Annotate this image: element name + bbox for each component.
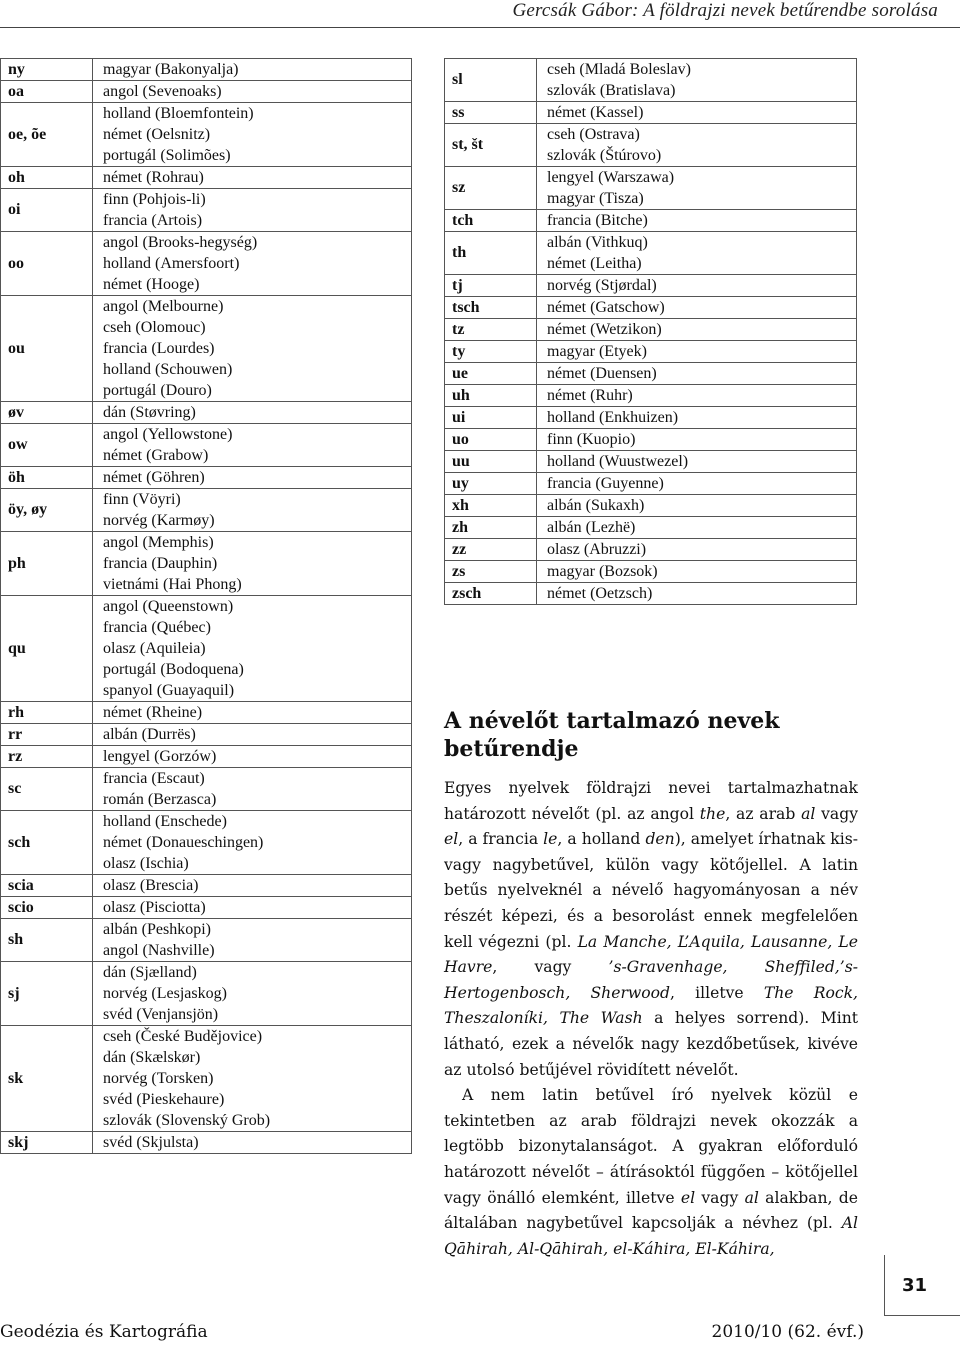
language-examples (93, 1132, 412, 1154)
language-example: francia (Artois) (103, 212, 203, 229)
letter-combination: ty (445, 341, 537, 363)
table-row (445, 297, 857, 319)
letter-combination: rr (1, 724, 93, 746)
language-example: szlovák (Slovenský Grob) (103, 1112, 271, 1129)
language-examples (93, 919, 412, 962)
letter-combination: tj (445, 275, 537, 297)
language-examples (93, 1026, 412, 1132)
language-example: román (Berzasca) (103, 791, 217, 808)
language-example: finn (Vöyri) (103, 491, 181, 508)
letter-combination: tsch (445, 297, 537, 319)
letter-combination: uu (445, 451, 537, 473)
table-row (445, 102, 857, 124)
language-examples (537, 124, 857, 167)
letter-combination: sl (445, 59, 537, 102)
table-row (445, 561, 857, 583)
letter-combination: tz (445, 319, 537, 341)
language-example: francia (Dauphin) (103, 555, 218, 572)
language-example: holland (Wuustwezel) (547, 453, 689, 470)
language-example: magyar (Bozsok) (547, 563, 658, 580)
letter-combination: tch (445, 210, 537, 232)
letter-combination: öy, øy (1, 489, 93, 532)
table-row (1, 189, 412, 232)
table-row (1, 768, 412, 811)
section-body (444, 776, 858, 1262)
table-row (1, 296, 412, 402)
language-example: angol (Brooks-hegység) (103, 234, 258, 251)
table-row (1, 897, 412, 919)
language-example: dán (Støvring) (103, 404, 196, 421)
language-example: olasz (Ischia) (103, 855, 189, 872)
table-row (445, 59, 857, 102)
language-example: finn (Kuopio) (547, 431, 636, 448)
language-examples (537, 341, 857, 363)
language-example: olasz (Brescia) (103, 877, 199, 894)
language-example: magyar (Etyek) (547, 343, 647, 360)
table-row (445, 363, 857, 385)
language-examples (93, 81, 412, 103)
footer-issue: 2010/10 (62. évf.) (711, 1322, 864, 1342)
language-example: angol (Queenstown) (103, 598, 234, 615)
language-examples (537, 517, 857, 539)
language-examples (537, 473, 857, 495)
language-example: német (Gatschow) (547, 299, 665, 316)
language-example: holland (Schouwen) (103, 361, 233, 378)
language-example: portugál (Solimões) (103, 147, 231, 164)
language-example: francia (Escaut) (103, 770, 205, 787)
language-example: angol (Nashville) (103, 942, 215, 959)
letter-combination: ou (1, 296, 93, 402)
letter-combination: skj (1, 1132, 93, 1154)
table-row (1, 402, 412, 424)
language-examples (93, 596, 412, 702)
letter-combination: oe, õe (1, 103, 93, 167)
language-example: cseh (Ostrava) (547, 126, 640, 143)
language-example: svéd (Pieskehaure) (103, 1091, 225, 1108)
language-example: portugál (Bodoquena) (103, 661, 244, 678)
table-row (1, 596, 412, 702)
language-example: német (Oelsnitz) (103, 126, 211, 143)
language-examples (93, 489, 412, 532)
language-example: cseh (Olomouc) (103, 319, 206, 336)
language-example: albán (Peshkopi) (103, 921, 211, 938)
footer-journal: Geodézia és Kartográfia (0, 1322, 208, 1342)
language-examples (537, 59, 857, 102)
language-example: cseh (České Budějovice) (103, 1028, 263, 1045)
language-example: portugál (Douro) (103, 382, 212, 399)
header-rule (0, 27, 960, 28)
table-row (445, 407, 857, 429)
letter-combination: qu (1, 596, 93, 702)
language-examples (93, 424, 412, 467)
language-examples (537, 451, 857, 473)
language-example: magyar (Tisza) (547, 190, 644, 207)
language-example: német (Leitha) (547, 255, 642, 272)
table-row (445, 583, 857, 605)
language-examples (93, 103, 412, 167)
letter-combination: sj (1, 962, 93, 1026)
language-examples (93, 532, 412, 596)
language-examples (537, 232, 857, 275)
letter-combination: oh (1, 167, 93, 189)
letter-combination: oi (1, 189, 93, 232)
page-number: 31 (902, 1275, 928, 1296)
language-example: német (Ruhr) (547, 387, 633, 404)
table-row (1, 746, 412, 768)
letter-combination: rz (1, 746, 93, 768)
table-row (1, 489, 412, 532)
table-row (1, 962, 412, 1026)
table-row (445, 167, 857, 210)
letter-combination: ph (1, 532, 93, 596)
letter-combination: øv (1, 402, 93, 424)
letter-combination: ss (445, 102, 537, 124)
language-example: német (Wetzikon) (547, 321, 662, 338)
table-row (445, 473, 857, 495)
language-examples (537, 539, 857, 561)
language-example: német (Göhren) (103, 469, 205, 486)
language-example: norvég (Stjørdal) (547, 277, 657, 294)
table-row (445, 517, 857, 539)
language-examples (537, 385, 857, 407)
letter-combination: zz (445, 539, 537, 561)
language-examples (93, 59, 412, 81)
language-example: lengyel (Warszawa) (547, 169, 675, 186)
language-examples (93, 897, 412, 919)
letter-combination: ui (445, 407, 537, 429)
language-example: svéd (Venjansjön) (103, 1006, 219, 1023)
language-examples (93, 811, 412, 875)
language-example: spanyol (Guayaquil) (103, 682, 235, 699)
language-example: német (Kassel) (547, 104, 644, 121)
language-example: norvég (Lesjaskog) (103, 985, 227, 1002)
language-examples (93, 167, 412, 189)
language-example: angol (Sevenoaks) (103, 83, 222, 100)
language-example: olasz (Aquileia) (103, 640, 206, 657)
language-example: német (Rohrau) (103, 169, 204, 186)
language-examples (537, 167, 857, 210)
language-example: olasz (Pisciotta) (103, 899, 206, 916)
letter-combination: sc (1, 768, 93, 811)
language-examples (537, 495, 857, 517)
language-example: holland (Enkhuizen) (547, 409, 679, 426)
language-example: szlovák (Štúrovo) (547, 147, 662, 164)
language-examples (93, 768, 412, 811)
paragraph-2: A nem latin betűvel író nyelvek közül e tekintetben az arab földrajzi nevek okozzák a legtöbb bizonytalanságot. A gyakran előforduló határozott névelőt – átírásoktól függően – kötőjellel vagy önálló elemként, illetve el vagy al alakban, de általában nagybetűvel kapcsolják a névhez (pl. Al Qāhirah, Al-Qāhirah, el-Káhira, El-Káhira, (444, 1086, 858, 1258)
letter-combination: zsch (445, 583, 537, 605)
letter-combination: th (445, 232, 537, 275)
table-row (1, 467, 412, 489)
language-example: német (Duensen) (547, 365, 657, 382)
table-row (1, 424, 412, 467)
language-example: albán (Durrës) (103, 726, 196, 743)
table-row (445, 341, 857, 363)
language-example: magyar (Bakonyalja) (103, 61, 239, 78)
language-example: francia (Bitche) (547, 212, 648, 229)
table-row (1, 724, 412, 746)
letter-combination: ue (445, 363, 537, 385)
language-example: szlovák (Bratislava) (547, 82, 676, 99)
letter-combination: oo (1, 232, 93, 296)
table-row (445, 429, 857, 451)
table-row (445, 385, 857, 407)
language-example: albán (Vithkuq) (547, 234, 648, 251)
language-examples (93, 402, 412, 424)
language-example: angol (Melbourne) (103, 298, 224, 315)
language-examples (93, 189, 412, 232)
language-examples (93, 467, 412, 489)
language-example: olasz (Abruzzi) (547, 541, 647, 558)
language-examples (537, 407, 857, 429)
right-letter-table (444, 58, 857, 605)
language-example: német (Oetzsch) (547, 585, 653, 602)
table-row (1, 811, 412, 875)
table-row (1, 1132, 412, 1154)
letter-combination: sz (445, 167, 537, 210)
language-example: dán (Skælskør) (103, 1049, 201, 1066)
language-example: német (Donaueschingen) (103, 834, 264, 851)
table-row (1, 1026, 412, 1132)
letter-combination: xh (445, 495, 537, 517)
language-examples (93, 875, 412, 897)
language-example: holland (Enschede) (103, 813, 227, 830)
language-example: francia (Lourdes) (103, 340, 215, 357)
table-row (445, 210, 857, 232)
language-example: francia (Québec) (103, 619, 211, 636)
language-examples (93, 746, 412, 768)
letter-combination: uo (445, 429, 537, 451)
running-header: Gercsák Gábor: A földrajzi nevek betűrendbe sorolása (512, 0, 938, 21)
letter-combination: scia (1, 875, 93, 897)
language-example: svéd (Skjulsta) (103, 1134, 199, 1151)
language-example: norvég (Torsken) (103, 1070, 214, 1087)
language-examples (537, 583, 857, 605)
table-row (1, 167, 412, 189)
table-row (1, 875, 412, 897)
letter-combination: sch (1, 811, 93, 875)
language-example: lengyel (Gorzów) (103, 748, 217, 765)
table-row (445, 539, 857, 561)
language-example: norvég (Karmøy) (103, 512, 215, 529)
left-letter-table (0, 58, 412, 1154)
language-examples (537, 210, 857, 232)
letter-combination: scio (1, 897, 93, 919)
table-row (445, 319, 857, 341)
language-examples (93, 702, 412, 724)
language-example: finn (Pohjois-li) (103, 191, 206, 208)
table-row (1, 59, 412, 81)
letter-combination: zs (445, 561, 537, 583)
table-row (1, 232, 412, 296)
language-example: német (Grabow) (103, 447, 209, 464)
table-row (445, 124, 857, 167)
table-row (445, 451, 857, 473)
language-examples (93, 724, 412, 746)
language-examples (537, 429, 857, 451)
letter-combination: st, št (445, 124, 537, 167)
table-row (1, 81, 412, 103)
language-examples (537, 319, 857, 341)
table-row (1, 919, 412, 962)
language-example: holland (Bloemfontein) (103, 105, 254, 122)
language-example: német (Hooge) (103, 276, 200, 293)
table-row (1, 532, 412, 596)
table-row (1, 103, 412, 167)
table-row (445, 495, 857, 517)
language-examples (537, 275, 857, 297)
language-example: angol (Yellowstone) (103, 426, 233, 443)
language-example: angol (Memphis) (103, 534, 214, 551)
language-examples (93, 232, 412, 296)
table-row (445, 275, 857, 297)
letter-combination: sk (1, 1026, 93, 1132)
letter-combination: oa (1, 81, 93, 103)
letter-combination: uh (445, 385, 537, 407)
language-examples (537, 363, 857, 385)
language-examples (93, 296, 412, 402)
language-example: albán (Lezhë) (547, 519, 636, 536)
letter-combination: ow (1, 424, 93, 467)
letter-combination: rh (1, 702, 93, 724)
table-row (445, 232, 857, 275)
letter-combination: sh (1, 919, 93, 962)
language-example: német (Rheine) (103, 704, 203, 721)
table-row (1, 702, 412, 724)
language-example: francia (Guyenne) (547, 475, 664, 492)
letter-combination: zh (445, 517, 537, 539)
language-example: holland (Amersfoort) (103, 255, 240, 272)
language-example: albán (Sukaxh) (547, 497, 645, 514)
language-examples (537, 297, 857, 319)
paragraph-1: Egyes nyelvek földrajzi nevei tartalmazhatnak határozott névelőt (pl. az angol the, az arab al vagy el, a francia le, a holland den), amelyet írhatnak kis- vagy nagybetűvel, külön vagy kötőjellel. A latin betűs nyelveknél a névelő hagyományosan a név részét képezi, és a besorolást ennek megfelelően kell végezni (pl. La Manche, L’Aquila, Lausanne, Le Havre, vagy ’s-Gravenhage, Sheffiled,’s-Hertogenbosch, Sherwood, illetve The Rock, Theszaloníki, The Wash a helyes sorrend). Mint látható, ezek a névelők nagy kezdőbetűsek, kivéve az utolsó betűjével rövidített névelőt. (444, 779, 859, 1079)
language-examples (537, 102, 857, 124)
language-example: cseh (Mladá Boleslav) (547, 61, 691, 78)
language-examples (537, 561, 857, 583)
section-title: A névelőt tartalmazó nevek betűrendje (444, 708, 780, 762)
letter-combination: uy (445, 473, 537, 495)
language-example: vietnámi (Hai Phong) (103, 576, 242, 593)
language-examples (93, 962, 412, 1026)
language-example: dán (Sjælland) (103, 964, 197, 981)
letter-combination: öh (1, 467, 93, 489)
letter-combination: ny (1, 59, 93, 81)
